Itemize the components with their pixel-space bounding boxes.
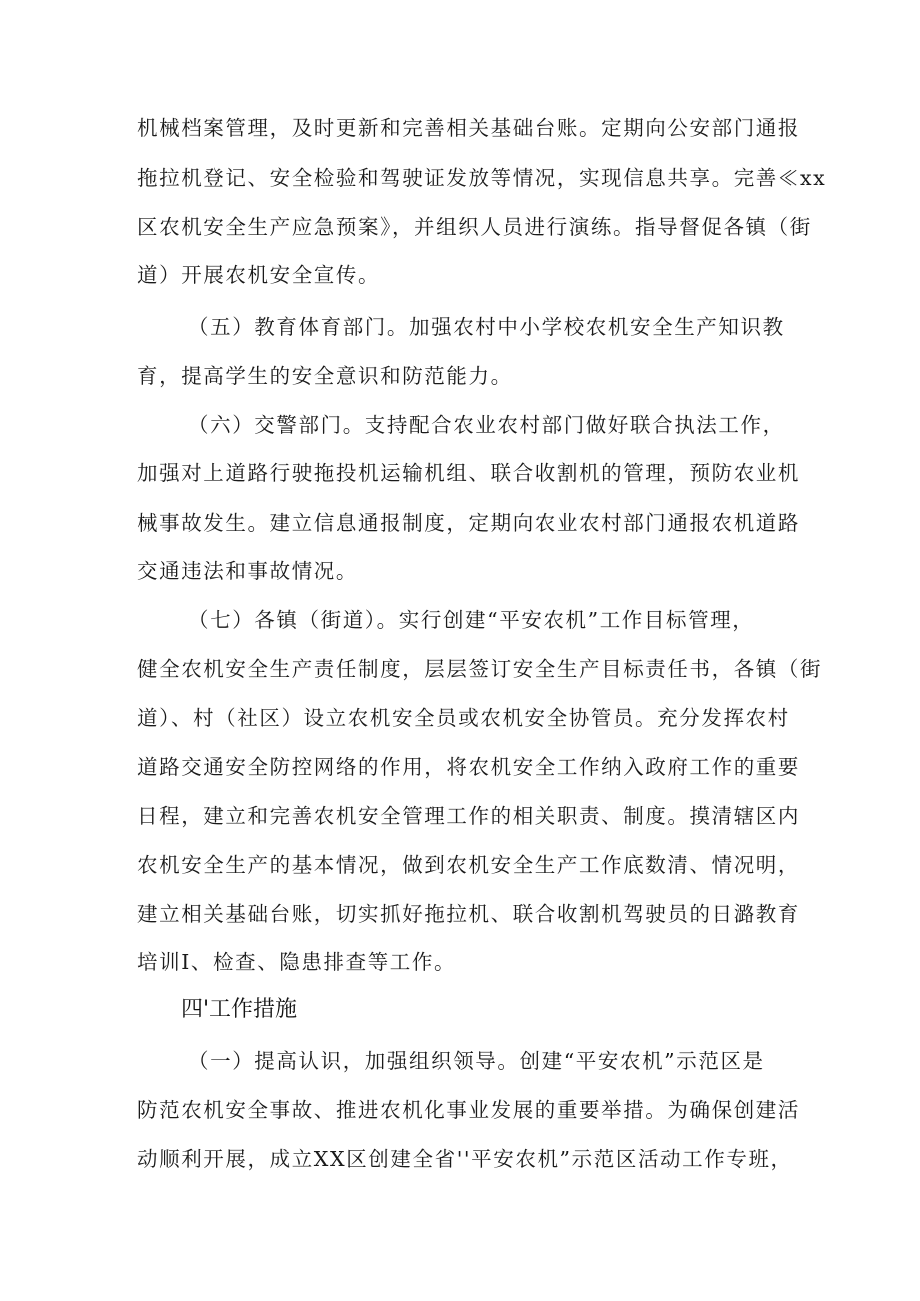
paragraph-start-line: （六）交警部门。支持配合农业农村部门做好联合执法工作， <box>188 413 785 437</box>
paragraph-start-line: （一）提高认识，加强组织领导。创建“平安农机”示范区是 <box>188 1049 765 1073</box>
text-line: 道路交通安全防控网络的作用，将农机安全工作纳入政府工作的重要 <box>137 755 800 779</box>
text-line: 培训I、检查、隐患排查等工作。 <box>137 950 457 974</box>
text-line: 日程，建立和完善农机安全管理工作的相关职责、制度。摸清辖区内 <box>137 804 800 828</box>
paragraph-start-line: （五）教育体育部门。加强农村中小学校农机安全生产知识教 <box>188 315 785 339</box>
text-line: 动顺利开展，成立XX区创建全省''平安农机”示范区活动工作专班， <box>137 1147 793 1171</box>
text-line: 健全农机安全生产责任制度，层层签订安全生产目标责任书，各镇（街 <box>137 657 823 681</box>
text-line: 道）开展农机安全宣传。 <box>137 263 381 287</box>
text-line: 农机安全生产的基本情况，做到农机安全生产工作底数清、情况明， <box>137 853 800 877</box>
text-line: 械事故发生。建立信息通报制度，定期向农业农村部门通报农机道路 <box>137 511 800 535</box>
text-line: 区农机安全生产应急预案》，并组织人员进行演练。指导督促各镇（街 <box>137 215 812 239</box>
section-heading: 四'工作措施 <box>181 997 298 1022</box>
text-line: 建立相关基础台账，切实抓好拖拉机、联合收割机驾驶员的日潞教育 <box>137 902 800 926</box>
text-line: 育，提高学生的安全意识和防范能力。 <box>137 364 513 388</box>
paragraph-start-line: （七）各镇（街道）。实行创建“平安农机”工作目标管理， <box>188 608 755 632</box>
text-line: 机械档案管理，及时更新和完善相关基础台账。定期向公安部门通报 <box>137 116 800 140</box>
text-line: 拖拉机登记、安全检验和驾驶证发放等情况，实现信息共享。完善≪xx <box>137 166 827 190</box>
text-line: 防范农机安全事故、推进农机化事业发展的重要举措。为确保创建活 <box>137 1098 800 1122</box>
text-line: 交通违法和事故情况。 <box>137 559 358 583</box>
text-line: 道）、村（社区）设立农机安全员或农机安全协管员。充分发挥农村 <box>137 706 790 730</box>
text-line: 加强对上道路行驶拖投机运输机组、联合收割机的管理，预防农业机 <box>137 461 800 485</box>
